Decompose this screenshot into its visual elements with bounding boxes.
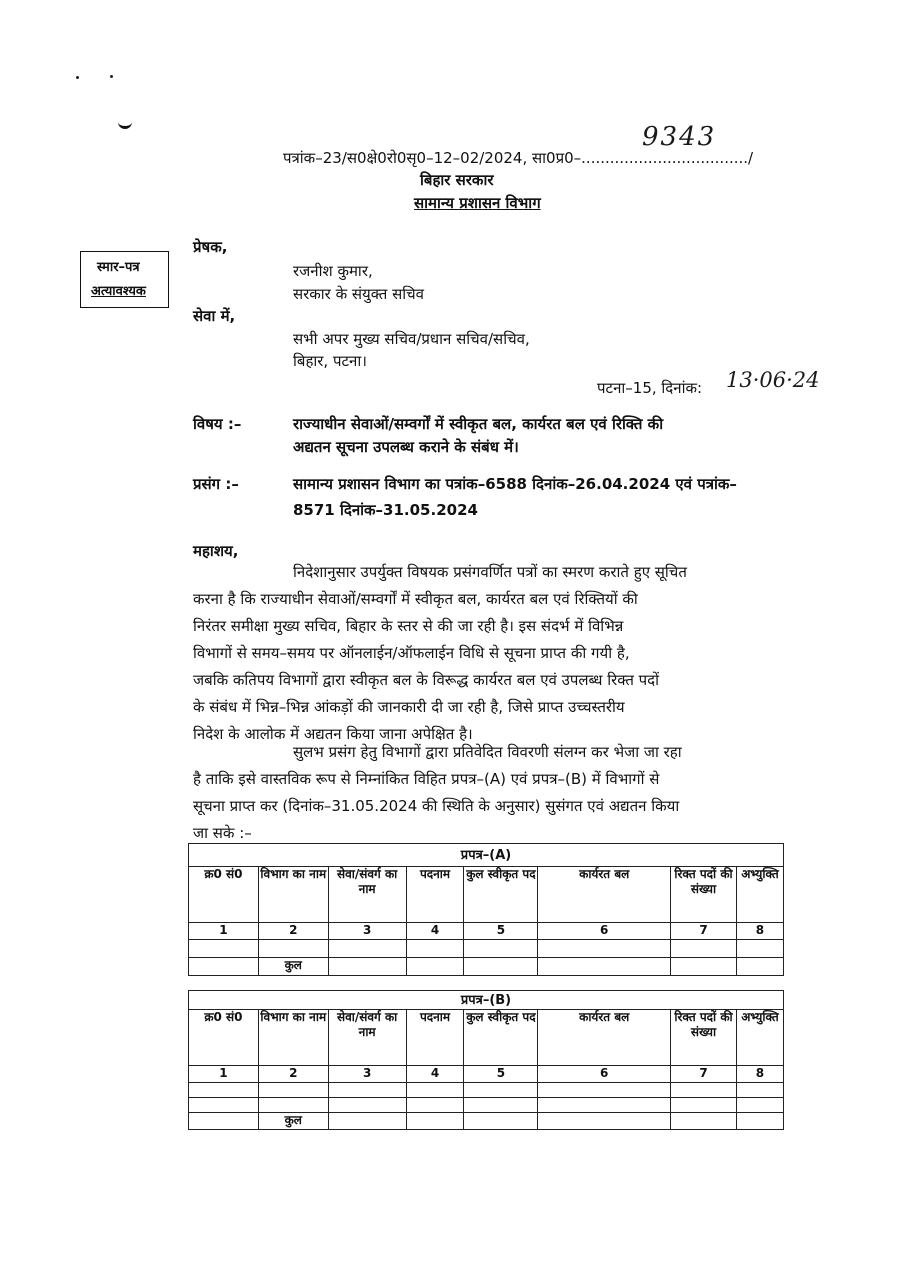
column-number: 7 bbox=[671, 1066, 737, 1083]
sender-name: रजनीश कुमार, bbox=[293, 262, 373, 280]
column-number: 5 bbox=[464, 923, 538, 940]
column-header: कुल स्वीकृत पद bbox=[464, 867, 538, 923]
recipient-label: सेवा में, bbox=[193, 307, 236, 325]
column-header: अभ्युक्ति bbox=[736, 1010, 783, 1066]
format-b-table bbox=[188, 990, 784, 1130]
column-header: क्र0 सं0 bbox=[189, 1010, 259, 1066]
paragraph-2 bbox=[193, 739, 805, 847]
column-header: कार्यरत बल bbox=[538, 1010, 671, 1066]
handwritten-letter-number: 9343 bbox=[642, 122, 717, 152]
table-row bbox=[189, 940, 784, 958]
total-row bbox=[189, 1113, 784, 1130]
paragraph-2-line: सूचना प्राप्त कर (दिनांक–31.05.2024 की स्थिति के अनुसार) सुसंगत एवं अद्यतन किया bbox=[193, 797, 680, 815]
reference-label: प्रसंग :– bbox=[193, 475, 239, 493]
format-a-title: प्रपत्र–(A) bbox=[189, 844, 784, 867]
column-number: 2 bbox=[258, 923, 328, 940]
total-row bbox=[189, 958, 784, 976]
column-number: 8 bbox=[736, 1066, 783, 1083]
paragraph-2-line: जा सके :– bbox=[193, 824, 252, 842]
scan-mark bbox=[118, 118, 132, 129]
column-header: रिक्त पदों की संख्या bbox=[671, 1010, 737, 1066]
column-number: 2 bbox=[258, 1066, 328, 1083]
paragraph-2-line: है ताकि इसे वास्तविक रूप से निम्नांकित विहित प्रपत्र–(A) एवं प्रपत्र–(B) में विभागों से bbox=[193, 770, 660, 788]
sender-label: प्रेषक, bbox=[193, 238, 228, 256]
salutation: महाशय, bbox=[193, 542, 239, 560]
format-b-title: प्रपत्र–(B) bbox=[189, 991, 784, 1010]
column-header: सेवा/संवर्ग का नाम bbox=[328, 1010, 406, 1066]
sender-designation: सरकार के संयुक्त सचिव bbox=[293, 285, 424, 303]
stamp-reminder: स्मार–पत्र bbox=[97, 260, 140, 275]
scan-speck bbox=[110, 75, 113, 78]
recipient-line1: सभी अपर मुख्य सचिव/प्रधान सचिव/सचिव, bbox=[293, 330, 530, 348]
stamp-urgent: अत्यावश्यक bbox=[91, 284, 146, 299]
column-header: पदनाम bbox=[406, 867, 464, 923]
column-header: पदनाम bbox=[406, 1010, 464, 1066]
date-label: पटना–15, दिनांक: bbox=[597, 379, 703, 397]
subject-line2: अद्यतन सूचना उपलब्ध कराने के संबंध में। bbox=[293, 438, 519, 456]
total-label: कुल bbox=[258, 958, 328, 976]
recipient-line2: बिहार, पटना। bbox=[293, 352, 367, 370]
department-name: सामान्य प्रशासन विभाग bbox=[414, 194, 541, 212]
column-number: 6 bbox=[538, 923, 671, 940]
column-header: सेवा/संवर्ग का नाम bbox=[328, 867, 406, 923]
paragraph-1-line: निदेशानुसार उपर्युक्त विषयक प्रसंगवर्णित पत्रों का स्मरण कराते हुए सूचित bbox=[293, 563, 687, 581]
subject-line1: राज्याधीन सेवाओं/सम्वर्गों में स्वीकृत बल, कार्यरत बल एवं रिक्ति की bbox=[293, 415, 664, 433]
reminder-urgent-stamp bbox=[80, 251, 169, 308]
column-number: 1 bbox=[189, 923, 259, 940]
column-number: 4 bbox=[406, 1066, 464, 1083]
handwritten-date: 13·06·24 bbox=[726, 368, 820, 392]
table-row bbox=[189, 1083, 784, 1098]
column-header: विभाग का नाम bbox=[258, 867, 328, 923]
column-header: विभाग का नाम bbox=[258, 1010, 328, 1066]
paragraph-1 bbox=[193, 559, 805, 748]
column-number: 7 bbox=[671, 923, 737, 940]
column-number: 1 bbox=[189, 1066, 259, 1083]
table-row bbox=[189, 1098, 784, 1113]
column-number: 6 bbox=[538, 1066, 671, 1083]
column-number: 5 bbox=[464, 1066, 538, 1083]
paragraph-1-line: जबकि कतिपय विभागों द्वारा स्वीकृत बल के विरूद्ध कार्यरत बल एवं उपलब्ध रिक्त पदों bbox=[193, 671, 660, 689]
paragraph-2-line: सुलभ प्रसंग हेतु विभागों द्वारा प्रतिवेदित विवरणी संलग्न कर भेजा जा रहा bbox=[293, 743, 682, 761]
total-label: कुल bbox=[258, 1113, 328, 1130]
subject-label: विषय :– bbox=[193, 415, 242, 433]
paragraph-1-line: निदेश के आलोक में अद्यतन किया जाना अपेक्षित है। bbox=[193, 725, 473, 743]
column-number: 3 bbox=[328, 1066, 406, 1083]
paragraph-1-line: निरंतर समीक्षा मुख्य सचिव, बिहार के स्तर से की जा रही है। इस संदर्भ में विभिन्न bbox=[193, 617, 624, 635]
reference-line1: सामान्य प्रशासन विभाग का पत्रांक–6588 दिनांक–26.04.2024 एवं पत्रांक– bbox=[293, 475, 737, 493]
paragraph-1-line: विभागों से समय–समय पर ऑनलाईन/ऑफलाईन विधि से सूचना प्राप्त की गयी है, bbox=[193, 644, 630, 662]
column-number: 8 bbox=[736, 923, 783, 940]
column-header: कार्यरत बल bbox=[538, 867, 671, 923]
column-header: क्र0 सं0 bbox=[189, 867, 259, 923]
scan-speck bbox=[76, 76, 79, 79]
letter-number: पत्रांक–23/स0क्षे0रो0सृ0–12–02/2024, सा0प्र0–.................................../ bbox=[283, 149, 754, 167]
paragraph-1-line: करना है कि राज्याधीन सेवाओं/सम्वर्गों में स्वीकृत बल, कार्यरत बल एवं रिक्तियों की bbox=[193, 590, 638, 608]
column-number: 4 bbox=[406, 923, 464, 940]
format-a-table bbox=[188, 843, 784, 976]
paragraph-1-line: के संबंध में भिन्न–भिन्न आंकड़ों की जानकारी दी जा रही है, जिसे प्राप्त उच्चस्तरीय bbox=[193, 698, 625, 716]
column-header: अभ्युक्ति bbox=[736, 867, 783, 923]
reference-line2: 8571 दिनांक–31.05.2024 bbox=[293, 501, 478, 519]
column-number: 3 bbox=[328, 923, 406, 940]
column-header: कुल स्वीकृत पद bbox=[464, 1010, 538, 1066]
column-header: रिक्त पदों की संख्या bbox=[671, 867, 737, 923]
government-name: बिहार सरकार bbox=[420, 171, 494, 189]
